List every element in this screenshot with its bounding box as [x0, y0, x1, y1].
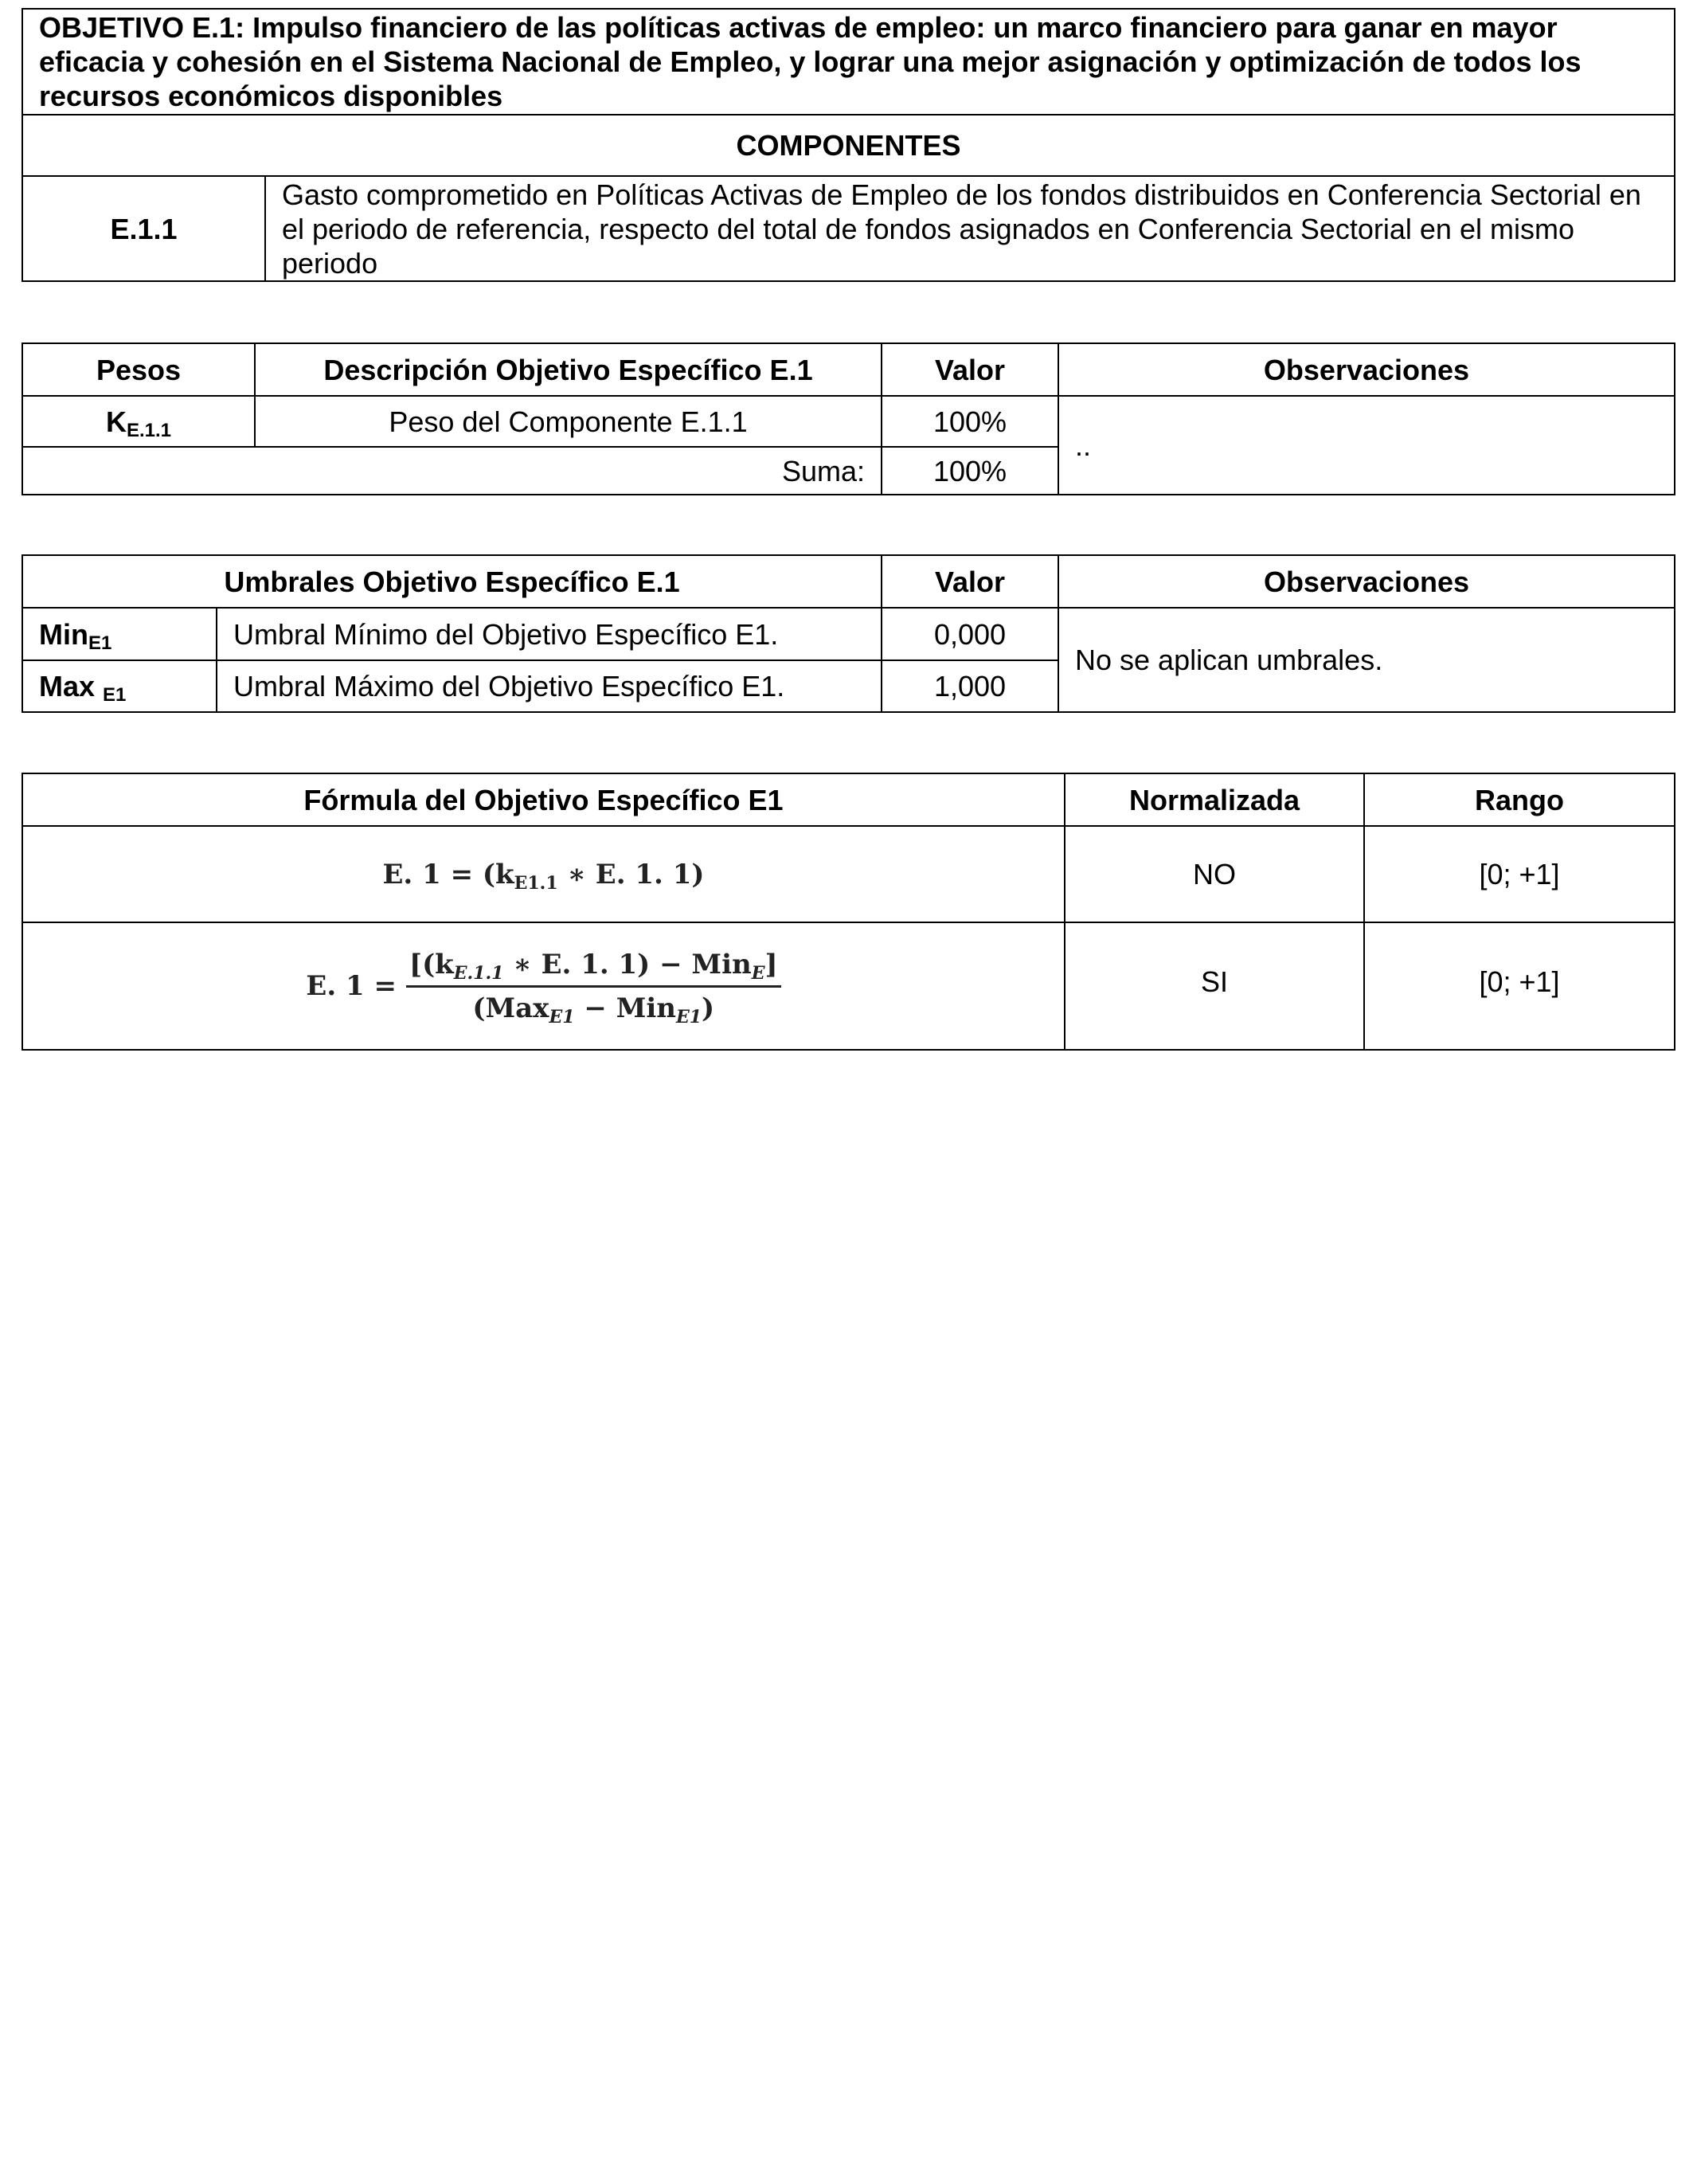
formula-num-a: [(k	[409, 948, 454, 980]
threshold-min-value: 0,000	[882, 608, 1058, 660]
formula-num-b-sub: E	[751, 962, 765, 984]
threshold-min-symbol-cell	[22, 608, 217, 660]
components-header: COMPONENTES	[22, 115, 1675, 176]
formula-simple-rhs: ∗ E. 1. 1)	[557, 859, 705, 890]
thresholds-header-valor: Valor	[882, 555, 1058, 608]
weights-observations: ..	[1058, 396, 1675, 495]
threshold-max-description: Umbral Máximo del Objetivo Específico E1.	[217, 660, 882, 712]
thresholds-header-observaciones: Observaciones	[1058, 555, 1675, 608]
threshold-max-symbol: Max	[39, 670, 104, 703]
formula-den-b: − Min	[574, 992, 676, 1024]
formula-normalized	[306, 948, 780, 1027]
formula-den-c: )	[702, 992, 715, 1024]
formula-simple-range: [0; +1]	[1364, 826, 1675, 922]
weights-sum-value: 100%	[882, 447, 1058, 495]
weights-table	[22, 342, 1675, 495]
threshold-max-value: 1,000	[882, 660, 1058, 712]
formula-header-formula: Fórmula del Objetivo Específico E1	[22, 773, 1065, 826]
formula-fraction	[406, 948, 781, 1027]
formula-num-b: ∗ E. 1. 1) − Min	[503, 948, 752, 980]
thresholds-observations: No se aplican umbrales.	[1058, 608, 1675, 712]
threshold-min-symbol: Min	[39, 617, 88, 651]
objective-title: OBJETIVO E.1: Impulso financiero de las políticas activas de empleo: un marco financiero para ganar en mayor eficacia y cohesión en el Sistema Nacional de Empleo, y lograr una mejor asignación y optimización de todos los recursos económicos disponibles	[22, 9, 1675, 115]
threshold-min-subscript: E1	[88, 632, 112, 654]
weights-header-observaciones: Observaciones	[1058, 343, 1675, 396]
formula-den-a-sub: E1	[549, 1006, 575, 1027]
weight-symbol-cell	[22, 396, 255, 447]
weight-description: Peso del Componente E.1.1	[255, 396, 882, 447]
formula-header-range: Rango	[1364, 773, 1675, 826]
weights-header-pesos: Pesos	[22, 343, 255, 396]
component-code: E.1.1	[22, 176, 265, 281]
formula-normalized-cell	[22, 922, 1065, 1050]
threshold-min-description: Umbral Mínimo del Objetivo Específico E1.	[217, 608, 882, 660]
component-description: Gasto comprometido en Políticas Activas de Empleo de los fondos distribuidos en Conferencia Sectorial en el periodo de referencia, respecto del total de fondos asignados en Conferencia Sectorial en el mismo periodo	[265, 176, 1675, 281]
formula-simple-lhs: E. 1 = (k	[382, 859, 514, 890]
threshold-max-symbol-cell	[22, 660, 217, 712]
objective-table	[22, 8, 1675, 282]
formula-den-b-sub: E1	[675, 1006, 702, 1027]
formula-simple-cell	[22, 826, 1065, 922]
formula-table	[22, 773, 1675, 1051]
formula-den-a: (Max	[472, 992, 549, 1024]
formula-num-a-sub: E.1.1	[453, 962, 504, 984]
formula-normalized-lhs: E. 1 =	[306, 969, 397, 1002]
weight-subscript: E.1.1	[126, 419, 172, 441]
weight-symbol: K	[105, 405, 127, 438]
formula-simple-normalized: NO	[1065, 826, 1364, 922]
formula-header-normalized: Normalizada	[1065, 773, 1364, 826]
weights-header-description: Descripción Objetivo Específico E.1	[255, 343, 882, 396]
thresholds-table	[22, 554, 1675, 713]
formula-simple-sub: E1.1	[514, 873, 558, 894]
formula-denominator	[469, 988, 717, 1027]
weight-value: 100%	[882, 396, 1058, 447]
formula-normalized-flag: SI	[1065, 922, 1364, 1050]
formula-numerator	[406, 949, 781, 988]
formula-num-c: ]	[764, 948, 778, 980]
formula-normalized-range: [0; +1]	[1364, 922, 1675, 1050]
threshold-max-subscript: E1	[103, 684, 127, 706]
weights-sum-label: Suma:	[22, 447, 882, 495]
formula-simple	[382, 859, 705, 894]
thresholds-header: Umbrales Objetivo Específico E.1	[22, 555, 882, 608]
weights-header-valor: Valor	[882, 343, 1058, 396]
